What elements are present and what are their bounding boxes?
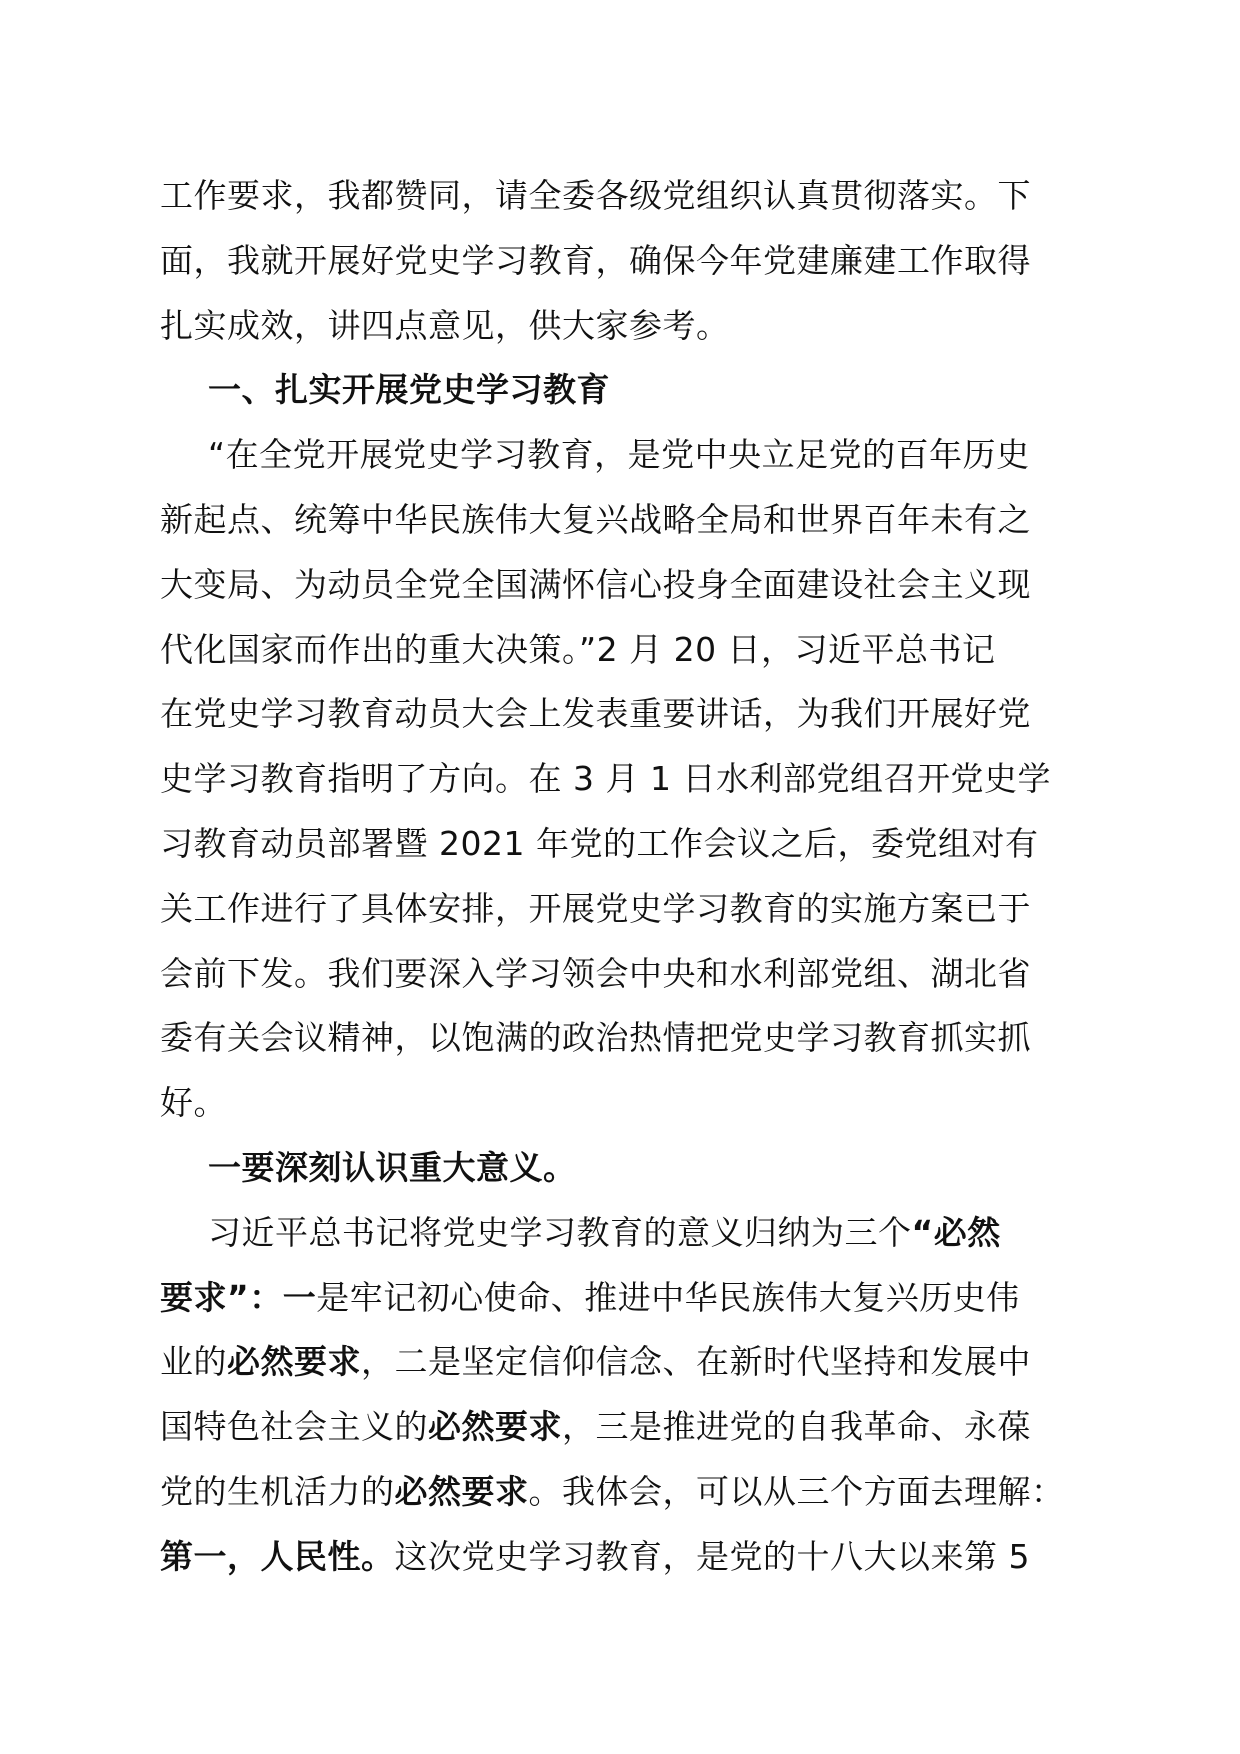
text-segment: 会前下发。我们要深入学习领会中央和水利部党组、湖北省	[160, 953, 1031, 993]
bold-text-segment: 必然要求	[227, 1342, 361, 1382]
text-segment: 在党史学习教育动员大会上发表重要讲话，为我们开展好党	[160, 694, 1031, 734]
text-segment: 习教育动员部署暨 2021 年党的工作会议之后，委党组对有	[160, 823, 1039, 863]
text-line	[160, 423, 1085, 488]
text-segment: 代化国家而作出的重大决策。”2 月 20 日，习近平总书记	[160, 629, 996, 669]
text-line	[160, 1330, 1085, 1395]
text-line	[160, 229, 1085, 294]
text-line	[160, 812, 1085, 877]
text-line	[160, 877, 1085, 942]
text-segment: 习近平总书记将党史学习教育的意义归纳为三个	[208, 1212, 912, 1252]
text-line	[160, 1266, 1085, 1331]
text-line	[160, 1395, 1085, 1460]
document-body	[160, 164, 1085, 1590]
text-line	[160, 164, 1085, 229]
text-segment: ，三是推进党的自我革命、永葆	[562, 1407, 1031, 1447]
text-line	[160, 1525, 1085, 1590]
text-line	[160, 358, 1085, 423]
text-segment: 委有关会议精神，以饱满的政治热情把党史学习教育抓实抓	[160, 1018, 1031, 1058]
text-segment: 好。	[160, 1083, 227, 1123]
text-segment: 是牢记初心使命、推进中华民族伟大复兴历史伟	[316, 1277, 1020, 1317]
text-segment: 大变局、为动员全党全国满怀信心投身全面建设社会主义现	[160, 564, 1031, 604]
text-line	[160, 553, 1085, 618]
text-segment: 国特色社会主义的	[160, 1407, 428, 1447]
bold-text-segment: 必然要求	[428, 1407, 562, 1447]
text-line	[160, 618, 1085, 683]
bold-text-segment: 要求”：一	[160, 1277, 317, 1317]
text-segment: 史学习教育指明了方向。在 3 月 1 日水利部党组召开党史学	[160, 759, 1051, 799]
text-line	[160, 1201, 1085, 1266]
text-line	[160, 1071, 1085, 1136]
text-line	[160, 747, 1085, 812]
text-line	[160, 1460, 1085, 1525]
text-segment: 新起点、统筹中华民族伟大复兴战略全局和世界百年未有之	[160, 499, 1031, 539]
text-segment: 工作要求，我都赞同，请全委各级党组织认真贯彻落实。下	[160, 176, 1031, 215]
bold-text-segment: “必然	[911, 1212, 1001, 1252]
text-segment: 这次党史学习教育，是党的十八大以来第 5	[394, 1536, 1030, 1576]
text-line	[160, 294, 1085, 359]
text-segment: 业的	[160, 1342, 227, 1382]
bold-text-segment: 一要深刻认识重大意义。	[208, 1147, 577, 1187]
text-line	[160, 1136, 1085, 1201]
text-segment: 党的生机活力的	[160, 1471, 395, 1511]
text-line	[160, 488, 1085, 553]
text-line	[160, 942, 1085, 1007]
bold-text-segment: 一、扎实开展党史学习教育	[208, 370, 610, 410]
text-segment: 面，我就开展好党史学习教育，确保今年党建廉建工作取得	[160, 240, 1031, 280]
text-line	[160, 1006, 1085, 1071]
text-line	[160, 682, 1085, 747]
bold-text-segment: 第一，人民性。	[160, 1536, 395, 1576]
text-segment: ，二是坚定信仰信念、在新时代坚持和发展中	[361, 1342, 1031, 1382]
text-segment: “在全党开展党史学习教育，是党中央立足党的百年历史	[208, 435, 1030, 475]
text-segment: 。我体会，可以从三个方面去理解：	[528, 1471, 1065, 1511]
text-segment: 扎实成效，讲四点意见，供大家参考。	[160, 305, 730, 345]
text-segment: 关工作进行了具体安排，开展党史学习教育的实施方案已于	[160, 888, 1031, 928]
bold-text-segment: 必然要求	[394, 1471, 529, 1511]
